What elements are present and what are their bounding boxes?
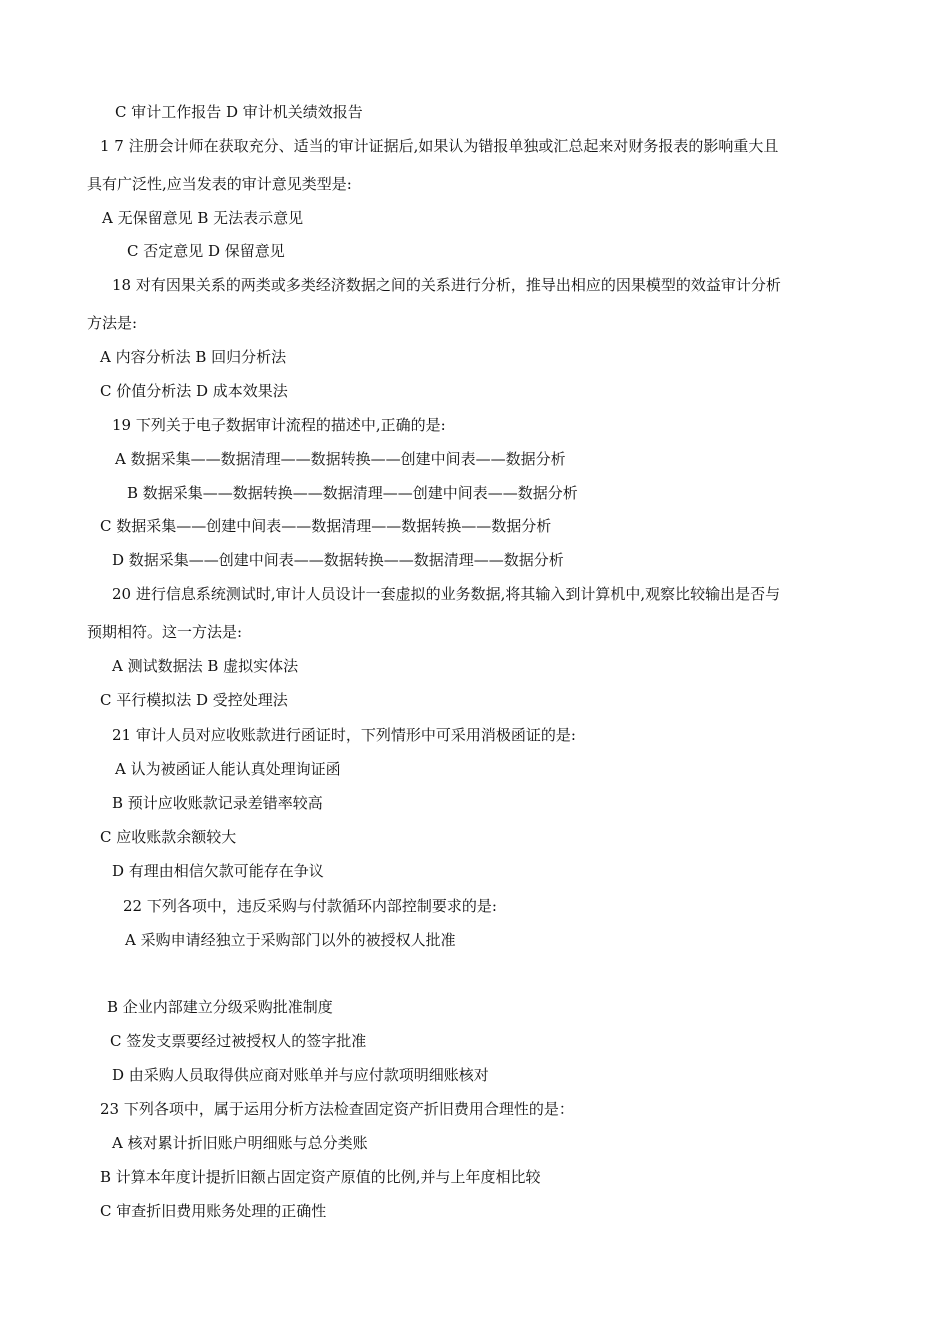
option-line: C 平行模拟法 D 受控处理法 bbox=[100, 691, 288, 709]
option-line: D 数据采集——创建中间表——数据转换——数据清理——数据分析 bbox=[112, 551, 564, 569]
option-line: B 企业内部建立分级采购批准制度 bbox=[107, 998, 333, 1016]
option-line: C 否定意见 D 保留意见 bbox=[127, 242, 285, 260]
question-19: 19 下列关于电子数据审计流程的描述中,正确的是: bbox=[112, 416, 446, 434]
question-17-line-1: 1 7 注册会计师在获取充分、适当的审计证据后,如果认为错报单独或汇总起来对财务报表的影响重大且 bbox=[100, 137, 779, 155]
option-line: A 认为被函证人能认真处理询证函 bbox=[115, 760, 341, 778]
option-line: A 数据采集——数据清理——数据转换——创建中间表——数据分析 bbox=[115, 450, 566, 468]
option-line: D 有理由相信欠款可能存在争议 bbox=[112, 862, 324, 880]
option-line: C 审查折旧费用账务处理的正确性 bbox=[100, 1202, 327, 1220]
question-23: 23 下列各项中，属于运用分析方法检查固定资产折旧费用合理性的是： bbox=[100, 1100, 574, 1118]
question-20-line-2: 预期相符。这一方法是: bbox=[87, 623, 243, 641]
question-18-line-2: 方法是: bbox=[87, 314, 138, 332]
text-line: C 审计工作报告 D 审计机关绩效报告 bbox=[115, 103, 363, 121]
question-18-line-1: 18 对有因果关系的两类或多类经济数据之间的关系进行分析，推导出相应的因果模型的效益审计分析 bbox=[112, 276, 781, 294]
question-17-line-2: 具有广泛性,应当发表的审计意见类型是: bbox=[87, 175, 352, 193]
option-line: A 内容分析法 B 回归分析法 bbox=[100, 348, 287, 366]
option-line: B 计算本年度计提折旧额占固定资产原值的比例,并与上年度相比较 bbox=[100, 1168, 541, 1186]
option-line: B 数据采集——数据转换——数据清理——创建中间表——数据分析 bbox=[127, 484, 578, 502]
option-line: C 签发支票要经过被授权人的签字批准 bbox=[110, 1032, 367, 1050]
option-line: C 应收账款余额较大 bbox=[100, 828, 237, 846]
question-20-line-1: 20 进行信息系统测试时,审计人员设计一套虚拟的业务数据,将其输入到计算机中,观察比较输出是否与 bbox=[112, 585, 781, 603]
question-21: 21 审计人员对应收账款进行函证时，下列情形中可采用消极函证的是: bbox=[112, 726, 576, 744]
option-line: A 测试数据法 B 虚拟实体法 bbox=[112, 657, 299, 675]
question-22: 22 下列各项中，违反采购与付款循环内部控制要求的是: bbox=[123, 897, 497, 915]
option-line: A 采购申请经独立于采购部门以外的被授权人批准 bbox=[125, 931, 456, 949]
option-line: C 价值分析法 D 成本效果法 bbox=[100, 382, 288, 400]
option-line: A 核对累计折旧账户明细账与总分类账 bbox=[112, 1134, 368, 1152]
option-line: B 预计应收账款记录差错率较高 bbox=[112, 794, 323, 812]
option-line: C 数据采集——创建中间表——数据清理——数据转换——数据分析 bbox=[100, 517, 552, 535]
option-line: A 无保留意见 B 无法表示意见 bbox=[102, 209, 304, 227]
option-line: D 由采购人员取得供应商对账单并与应付款项明细账核对 bbox=[112, 1066, 489, 1084]
